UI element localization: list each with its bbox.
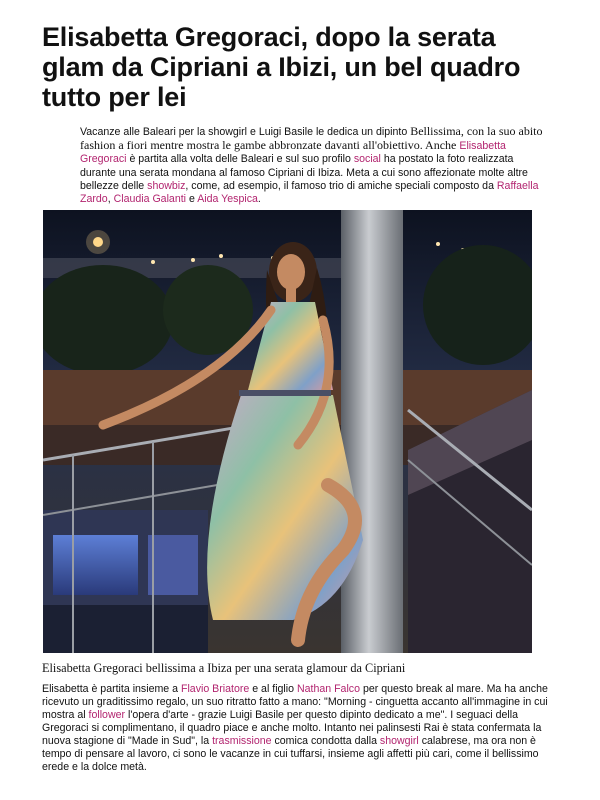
lead-text-5: , come, ad esempio, il famoso trio di amiche speciali composto da bbox=[185, 179, 497, 192]
body-text-6: calabrese, ma ora non è tempo di pensare al lavoro, ci sono le vacanze in cui tuffarsi, insieme agli affetti più cari, come il bellissimo erede e la dolce metà. bbox=[42, 735, 539, 773]
article-photo bbox=[43, 210, 532, 653]
link-showbiz[interactable]: showbiz bbox=[147, 179, 186, 192]
article-body bbox=[42, 683, 562, 774]
article-title: Elisabetta Gregoraci, dopo la serata glam da Cipriani a Ibizi, un bel quadro tutto per lei bbox=[42, 22, 521, 112]
photo-caption: Elisabetta Gregoraci bellissima a Ibiza per una serata glamour da Cipriani bbox=[42, 661, 406, 675]
body-text-1: Elisabetta è partita insieme a bbox=[42, 683, 181, 695]
body-text-3: per questo break al mare. Ma ha anche ricevuto un graditissimo regalo, un suo ritratto fatto a mano: "Morning - cinguetta accanto all'immagine in cui mostra al bbox=[42, 683, 548, 721]
lead-text-8: . bbox=[257, 193, 261, 206]
link-claudia-galanti[interactable]: Claudia Galanti bbox=[113, 193, 187, 206]
lead-text-1: Vacanze alle Baleari per la showgirl e Luigi Basile le dedica un dipinto bbox=[80, 126, 411, 138]
lead-text-3: è partita alla volta delle Baleari e sul suo profilo bbox=[126, 153, 354, 166]
link-follower[interactable]: follower bbox=[88, 709, 126, 721]
photo-illustration bbox=[43, 210, 532, 653]
body-text-2: e al figlio bbox=[249, 683, 297, 695]
link-elisabetta-gregoraci[interactable]: Elisabetta Gregoraci bbox=[80, 140, 506, 166]
lead-text-6: , bbox=[107, 193, 114, 206]
link-flavio-briatore[interactable]: Flavio Briatore bbox=[180, 683, 250, 695]
link-nathan-falco[interactable]: Nathan Falco bbox=[296, 683, 360, 695]
link-trasmissione[interactable]: trasmissione bbox=[212, 735, 272, 747]
article-lead bbox=[80, 125, 550, 206]
body-text-4: l'opera d'arte - grazie Luigi Basile per questo dipinto dedicato a me". I seguaci della Gregoraci si complimentano, il quadro piace e anche molto. Intanto nei palinsesti Rai è stata confermata la nuova stagione di "Made in Sud", la bbox=[42, 709, 542, 747]
link-raffaella-zardo[interactable]: Raffaella Zardo bbox=[80, 179, 539, 206]
lead-text-2: Bellissima, con la suo abito fashion a fiori mentre mostra le gambe abbronzate davanti all'obiettivo. Anche bbox=[80, 124, 543, 153]
link-aida-yespica[interactable]: Aida Yespica bbox=[197, 193, 258, 206]
lead-text-4: ha postato la foto realizzata durante una serata mondana al famoso Cipriani di Ibiza. Meta a cui sono affezionate molte altre bellezze delle bbox=[80, 153, 528, 192]
link-showgirl[interactable]: showgirl bbox=[379, 735, 419, 747]
body-text-5: comica condotta dalla bbox=[271, 735, 380, 747]
lead-text-7: e bbox=[186, 193, 198, 206]
link-social[interactable]: social bbox=[353, 153, 381, 166]
